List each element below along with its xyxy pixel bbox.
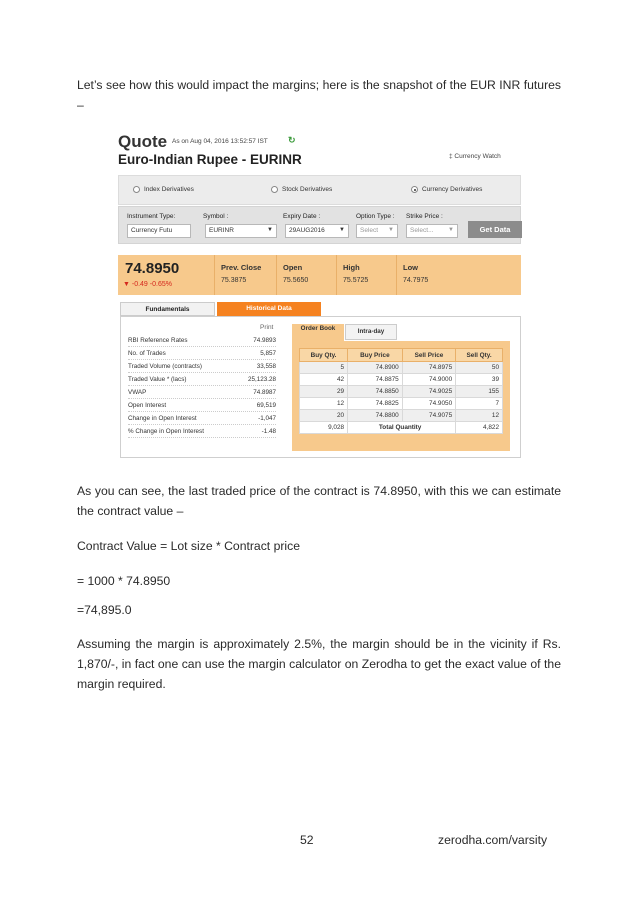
column-header: Buy Price [348,349,403,362]
prev-close-value: 75.3875 [221,277,247,284]
table-cell: 74.9025 [402,386,455,398]
row-value: -1,047 [258,415,276,422]
table-cell: 12 [456,410,503,422]
dropdown-arrow-icon: ▼ [267,227,273,233]
order-book-table [299,348,503,434]
radio-index-derivatives[interactable] [133,186,194,193]
instrument-type-select[interactable] [127,224,191,238]
table-cell: 12 [300,398,348,410]
dropdown-arrow-icon: ▼ [388,227,394,233]
table-cell: 39 [456,374,503,386]
row-value: 74.9893 [253,337,276,344]
instrument-name: Euro-Indian Rupee - EURINR [118,152,302,167]
row-label: Change in Open Interest [128,415,197,422]
radio-label: Currency Derivatives [422,186,483,193]
low-cell [396,255,521,295]
table-row [300,398,503,410]
row-label: Traded Value * (lacs) [128,376,187,383]
fundamental-row [128,426,276,438]
select-value: Select [360,227,379,234]
table-cell: 74.8850 [348,386,403,398]
column-header: Sell Price [402,349,455,362]
instrument-type-label: Instrument Type: [127,213,176,220]
radio-stock-derivatives[interactable] [271,186,332,193]
strike-price-select[interactable] [406,224,458,238]
row-value: -1.48 [261,428,276,435]
total-quantity-label: Total Quantity [348,422,456,434]
page-number: 52 [300,833,314,847]
option-type-label: Option Type : [356,213,395,220]
table-cell: 74.8825 [348,398,403,410]
low-value: 74.7975 [403,277,429,284]
radio-label: Index Derivatives [144,186,194,193]
tab-intra-day[interactable]: Intra-day [345,324,397,340]
table-cell: 7 [456,398,503,410]
row-label: VWAP [128,389,147,396]
radio-selected-icon [411,186,418,193]
total-sell-qty: 4,822 [456,422,503,434]
table-cell: 74.8875 [348,374,403,386]
select-value: Currency Futu [131,227,173,234]
table-cell: 42 [300,374,348,386]
row-value: 69,519 [256,402,276,409]
select-value: 29AUG2016 [289,227,325,234]
radio-icon [133,186,140,193]
table-header-row [300,349,503,362]
radio-icon [271,186,278,193]
open-cell [276,255,336,295]
print-link[interactable]: Print [260,324,274,331]
last-traded-price: 74.8950 [125,260,180,277]
row-label: Traded Volume (contracts) [128,363,202,370]
low-label: Low [403,263,418,272]
prev-close-cell [214,255,276,295]
table-cell: 74.9075 [402,410,455,422]
symbol-label: Symbol : [203,213,229,220]
fundamental-row [128,413,276,425]
row-label: Open Interest [128,402,167,409]
quote-screenshot [116,131,521,464]
select-value: Select... [410,227,434,234]
table-row [300,386,503,398]
open-label: Open [283,263,303,272]
footer-site-link[interactable]: zerodha.com/varsity [438,833,548,847]
expiry-date-select[interactable] [285,224,349,238]
currency-watch-link[interactable]: ‡ Currency Watch [449,153,501,160]
high-label: High [343,263,360,272]
table-cell: 5 [300,362,348,374]
formula-line: Contract Value = Lot size * Contract price [77,539,300,553]
table-row [300,410,503,422]
margin-paragraph: Assuming the margin is approximately 2.5%, the margin should be in the vicinity if Rs. 1,870/-, in fact one can use the margin calculator on Zerodha to get the exact value of the margin required. [77,637,561,691]
symbol-select[interactable] [205,224,277,238]
derivative-type-bar [118,175,521,205]
fundamental-row [128,361,276,373]
radio-label: Stock Derivatives [282,186,333,193]
refresh-icon[interactable]: ↻ [288,135,296,145]
fundamental-row [128,335,276,347]
fundamental-row [128,374,276,386]
table-cell: 74.9000 [402,374,455,386]
table-cell: 74.8900 [348,362,403,374]
strike-price-label: Strike Price : [406,213,443,220]
total-row [300,422,503,434]
tab-fundamentals[interactable]: Fundamentals [120,302,215,316]
total-buy-qty: 9,028 [300,422,348,434]
table-cell: 29 [300,386,348,398]
quote-title: Quote [118,132,168,151]
row-value: 33,558 [256,363,276,370]
tab-order-book[interactable]: Order Book [292,324,344,342]
option-type-select[interactable] [356,224,398,238]
fundamental-row [128,348,276,360]
calculation-line-1: = 1000 * 74.8950 [77,574,171,588]
tab-historical-data[interactable]: Historical Data [217,302,321,316]
ltp-paragraph: As you can see, the last traded price of the contract is 74.8950, with this we can estimate the contract value – [77,484,561,518]
fundamental-row [128,387,276,399]
column-header: Buy Qty. [300,349,348,362]
table-row [300,362,503,374]
high-value: 75.5725 [343,277,369,284]
dropdown-arrow-icon: ▼ [339,227,345,233]
row-label: RBI Reference Rates [128,337,188,344]
select-value: EURINR [209,227,234,234]
row-label: % Change in Open Interest [128,428,204,435]
column-header: Sell Qty. [456,349,503,362]
radio-currency-derivatives[interactable] [411,186,482,193]
row-value: 74.8987 [253,389,276,396]
as-of-timestamp: As on Aug 04, 2016 13:52:57 IST [172,138,268,145]
table-cell: 74.9050 [402,398,455,410]
prev-close-label: Prev. Close [221,263,262,272]
table-cell: 74.8800 [348,410,403,422]
table-cell: 20 [300,410,348,422]
table-cell: 74.8975 [402,362,455,374]
price-bar [118,255,521,295]
row-value: 25,123.28 [247,376,276,383]
table-cell: 155 [456,386,503,398]
row-value: 5,857 [260,350,276,357]
dropdown-arrow-icon: ▼ [448,227,454,233]
get-data-button[interactable]: Get Data [468,221,522,238]
expiry-date-label: Expiry Date : [283,213,321,220]
table-cell: 50 [456,362,503,374]
fundamental-row [128,400,276,412]
intro-paragraph: Let’s see how this would impact the margins; here is the snapshot of the EUR INR futures – [77,78,561,112]
row-label: No. of Trades [128,350,166,357]
filter-form [118,206,521,244]
open-value: 75.5650 [283,277,309,284]
calculation-line-2: =74,895.0 [77,603,132,617]
high-cell [336,255,396,295]
price-change: ▼ -0.49 -0.65% [123,281,172,288]
table-row [300,374,503,386]
